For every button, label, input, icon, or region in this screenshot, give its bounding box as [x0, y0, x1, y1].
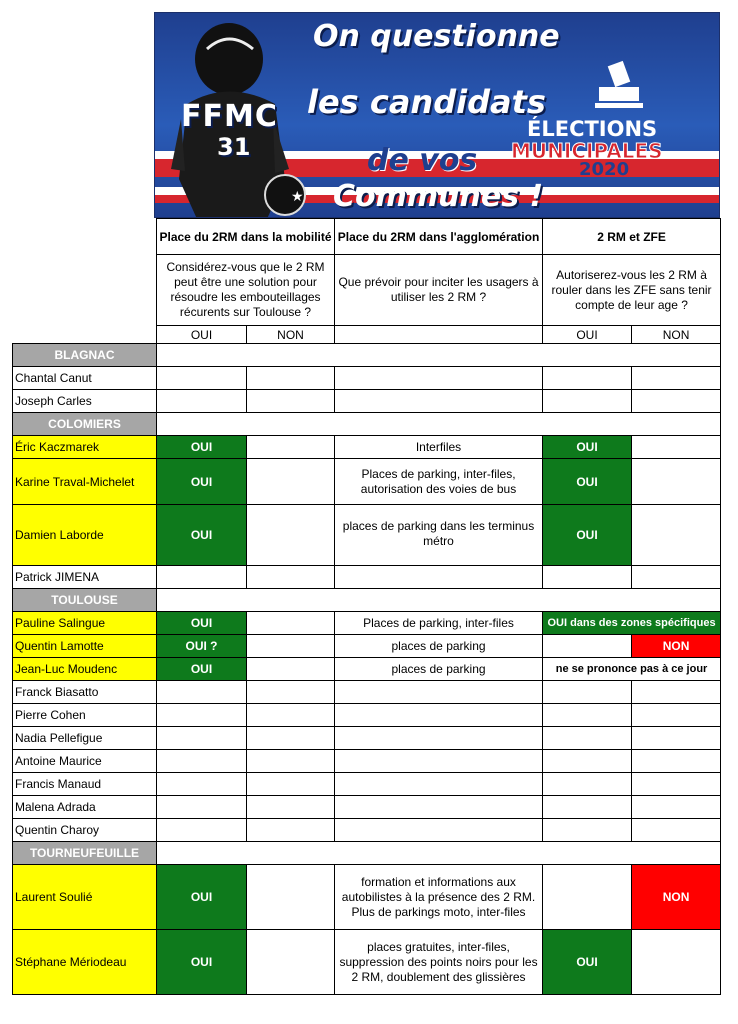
candidate-name: Franck Biasatto [13, 681, 157, 704]
table-row [13, 704, 721, 727]
table-row [13, 796, 721, 819]
answer-q1-oui: OUI [157, 658, 247, 681]
question-2: Que prévoir pour inciter les usagers à utiliser les 2 RM ? [335, 255, 543, 326]
candidate-name: Quentin Charoy [13, 819, 157, 842]
year: 2020 [579, 159, 630, 180]
banner [154, 12, 720, 218]
candidate-name: Francis Manaud [13, 773, 157, 796]
commune-spacer [157, 842, 721, 865]
header-mobility: Place du 2RM dans la mobilité [157, 219, 335, 255]
table-row [13, 930, 721, 995]
header-zfe: 2 RM et ZFE [543, 219, 721, 255]
table-row [13, 612, 721, 635]
banner-line-2: les candidats [307, 83, 546, 121]
answer-q2: places de parking [335, 635, 543, 658]
table-row [13, 367, 721, 390]
answer-q1-oui: OUI [157, 436, 247, 459]
commune-tournefeuille: TOURNEUFEUILLE [13, 842, 157, 865]
table-row [13, 505, 721, 566]
ffmc-logo-number: 31 [217, 133, 251, 161]
table-row [13, 681, 721, 704]
svg-text:★: ★ [291, 189, 304, 205]
candidate-name: Karine Traval-Michelet [13, 459, 157, 505]
answer-q2: places de parking [335, 658, 543, 681]
answer-q3-non: NON [632, 865, 721, 930]
table-row [13, 390, 721, 413]
commune-spacer [157, 413, 721, 436]
answer-q2: Places de parking, inter-files [335, 612, 543, 635]
municipales-word: MUNICIPALES [511, 139, 663, 163]
ballot-box-icon [591, 57, 647, 113]
answer-q3-oui: OUI [543, 930, 632, 995]
answer-q3-undecided: ne se prononce pas à ce jour [543, 658, 721, 681]
answer-q1-oui: OUI [157, 865, 247, 930]
answer-q1-oui: OUI [157, 930, 247, 995]
candidate-name: Damien Laborde [13, 505, 157, 566]
answer-q2: places gratuites, inter-files, suppression des points noirs pour les 2 RM, doublement des glissières [335, 930, 543, 995]
answer-q1-oui: OUI ? [157, 635, 247, 658]
answer-q3-oui: OUI [543, 505, 632, 566]
table-row [13, 635, 721, 658]
answer-q2: formation et informations aux autobilistes à la présence des 2 RM. Plus de parkings moto, inter-files [335, 865, 543, 930]
candidates-table [12, 218, 721, 995]
table-row [13, 459, 721, 505]
candidate-name: Laurent Soulié [13, 865, 157, 930]
question-3: Autoriserez-vous les 2 RM à rouler dans les ZFE sans tenir compte de leur age ? [543, 255, 721, 326]
answer-q2: places de parking dans les terminus métro [335, 505, 543, 566]
answer-q3-non: NON [632, 635, 721, 658]
q3-non-header: NON [632, 326, 721, 344]
answer-q1-oui: OUI [157, 459, 247, 505]
candidate-name: Quentin Lamotte [13, 635, 157, 658]
q1-non-header: NON [247, 326, 335, 344]
table-row [13, 436, 721, 459]
candidate-name: Stéphane Mériodeau [13, 930, 157, 995]
answer-q3-oui-specific: OUI dans des zones spécifiques [543, 612, 721, 635]
q1-oui-header: OUI [157, 326, 247, 344]
banner-line-4: Communes ! [333, 179, 544, 214]
commune-blagnac: BLAGNAC [13, 344, 157, 367]
answer-q1-oui: OUI [157, 612, 247, 635]
commune-colomiers: COLOMIERS [13, 413, 157, 436]
commune-spacer [157, 589, 721, 612]
commune-spacer [157, 344, 721, 367]
elections-word: ÉLECTIONS [527, 117, 658, 141]
table-row [13, 750, 721, 773]
candidate-name: Éric Kaczmarek [13, 436, 157, 459]
candidate-name: Chantal Canut [13, 367, 157, 390]
table-row [13, 658, 721, 681]
candidate-name: Malena Adrada [13, 796, 157, 819]
table-row [13, 773, 721, 796]
q3-oui-header: OUI [543, 326, 632, 344]
answer-q2: Interfiles [335, 436, 543, 459]
banner-line-1: On questionne [313, 19, 560, 54]
q2-blank-header [335, 326, 543, 344]
candidate-name: Antoine Maurice [13, 750, 157, 773]
table-row [13, 566, 721, 589]
candidate-name: Joseph Carles [13, 390, 157, 413]
candidate-name: Pierre Cohen [13, 704, 157, 727]
header-agglomeration: Place du 2RM dans l'agglomération [335, 219, 543, 255]
table-row [13, 727, 721, 750]
empty-cell [13, 326, 157, 344]
answer-q2: Places de parking, inter-files, autorisation des voies de bus [335, 459, 543, 505]
table-row [13, 865, 721, 930]
question-1: Considérez-vous que le 2 RM peut être une solution pour résoudre les embouteillages récurents sur Toulouse ? [157, 255, 335, 326]
answer-q1-oui: OUI [157, 505, 247, 566]
commune-toulouse: TOULOUSE [13, 589, 157, 612]
empty-cell [13, 219, 157, 255]
answer-q3-oui: OUI [543, 436, 632, 459]
candidate-name: Pauline Salingue [13, 612, 157, 635]
candidate-name: Nadia Pellefigue [13, 727, 157, 750]
candidate-name: Jean-Luc Moudenc [13, 658, 157, 681]
table-row [13, 819, 721, 842]
answer-q3-oui: OUI [543, 459, 632, 505]
candidate-name: Patrick JIMENA [13, 566, 157, 589]
banner-line-3: de vos [367, 143, 478, 178]
empty-cell [13, 255, 157, 326]
ffmc-logo-text: FFMC [181, 99, 278, 134]
